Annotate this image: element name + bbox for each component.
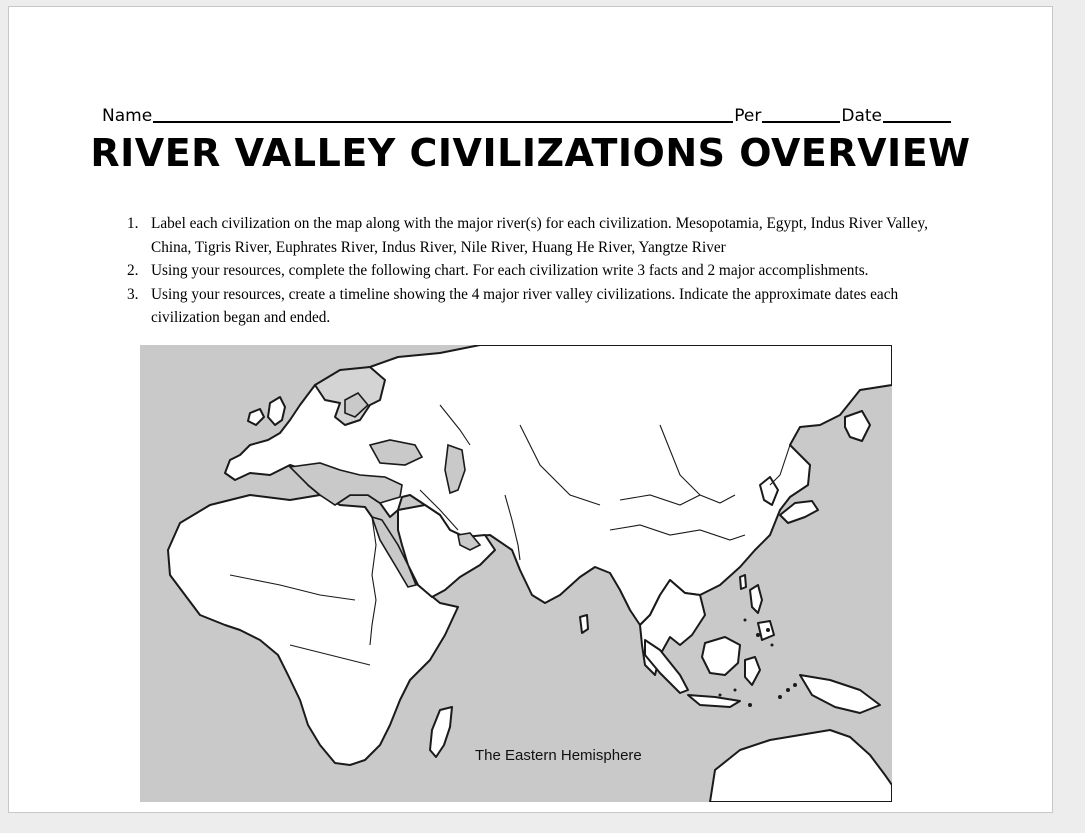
japan-hokkaido [845,411,870,441]
sri-lanka [580,615,588,633]
name-blank [153,121,733,123]
instruction-number: 2. [127,262,139,279]
instruction-item [119,259,949,283]
per-label: Per [734,106,762,126]
sulawesi [745,657,760,685]
great-britain [268,397,285,425]
instruction-number: 1. [127,215,139,232]
instruction-number: 3. [127,285,139,303]
new-guinea [800,675,880,713]
instruction-text: Label each civilization on the map along with the major river(s) for each civilization. Mesopotamia, Egypt, Indus River Valley, China, Tigris River, Euphrates River, Indus River, Nile River, Huang He River, Yangtze River [151,215,928,256]
eastern-hemisphere-map [140,345,892,802]
worksheet-title: RIVER VALLEY CIVILIZATIONS OVERVIEW [90,131,971,175]
philippines-south [758,621,774,640]
java [688,695,740,707]
madagascar [430,707,452,757]
name-label: Name [102,106,153,126]
instructions-list [119,212,949,330]
map-caption: The Eastern Hemisphere [475,747,642,764]
ireland [248,409,264,425]
date-blank [883,121,951,123]
borneo [702,637,740,675]
instruction-text: Using your resources, complete the following chart. For each civilization write 3 facts and 2 major accomplishments. [151,262,869,279]
instruction-item [119,212,949,259]
instruction-text: Using your resources, create a timeline showing the 4 major river valley civilizations. Indicate the approximate dates each civilization began and ended. [151,285,899,326]
philippines [750,585,762,613]
document-page [8,6,1053,813]
map-outline-svg [140,345,892,802]
instruction-item [119,283,949,330]
name-period-date-line [102,104,952,126]
per-blank [762,121,840,123]
taiwan [740,575,746,589]
date-label: Date [841,106,882,126]
australia [710,730,892,802]
japan-honshu [780,501,818,523]
